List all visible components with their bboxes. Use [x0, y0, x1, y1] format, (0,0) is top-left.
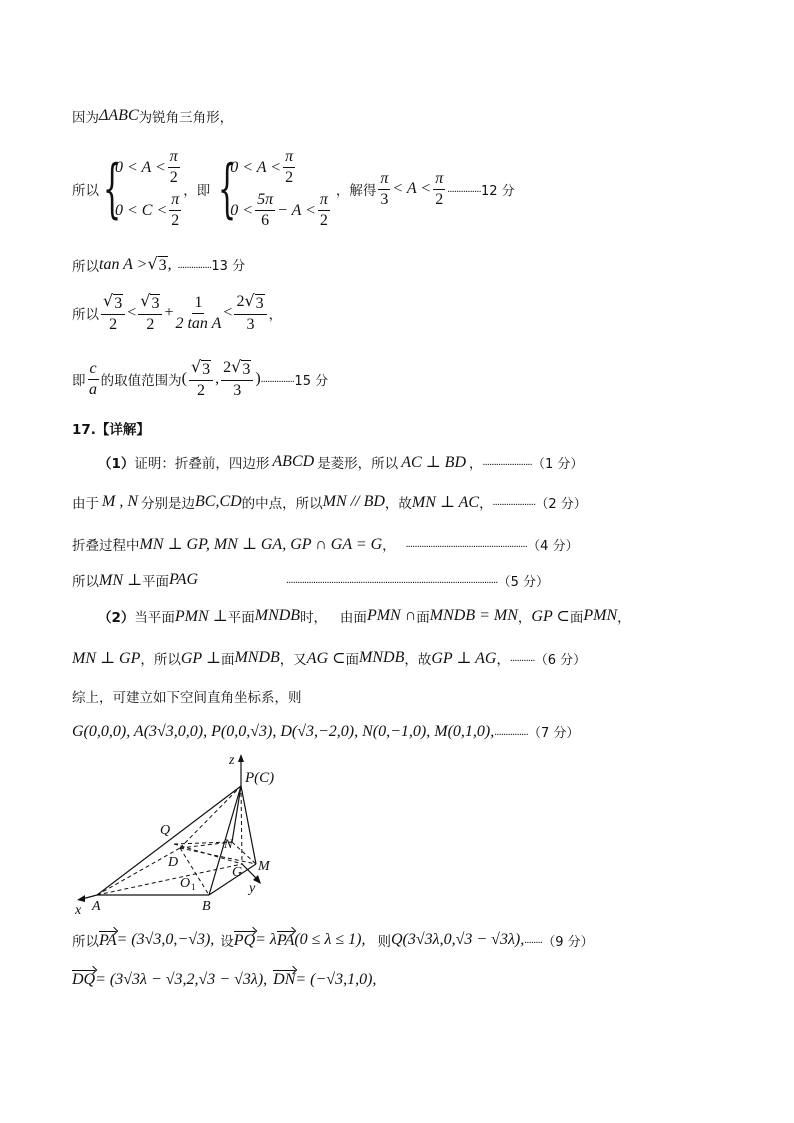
label-g: G — [232, 865, 243, 880]
num: π — [378, 170, 390, 190]
math: 0 < C < — [115, 201, 168, 219]
vector-pa: PA — [99, 931, 117, 949]
text: ， — [382, 538, 396, 554]
text: 时， 由面 — [300, 610, 367, 626]
text: ，故 — [404, 652, 432, 668]
line-p9 — [72, 930, 594, 950]
line-p7 — [72, 686, 302, 706]
score: （1 分） — [532, 456, 584, 472]
leader-dots: ............... — [260, 373, 295, 385]
label-pc: P(C) — [245, 770, 275, 786]
den: 2 — [171, 212, 180, 229]
num: π — [168, 148, 180, 168]
text: ， — [496, 652, 510, 668]
line-p2 — [72, 492, 587, 512]
num: c — [88, 360, 99, 380]
text: ，解得 — [335, 183, 377, 199]
text: 所以 — [72, 183, 99, 199]
math: 0 < — [230, 201, 254, 219]
x-arrow-icon — [77, 895, 85, 902]
score: 12 分 — [480, 183, 515, 199]
leader-dots: ................... — [492, 496, 536, 508]
den: a — [89, 380, 98, 398]
math: PMN ⊥ — [174, 608, 228, 625]
radicand: 3 — [158, 257, 167, 274]
dash-pg — [241, 786, 242, 864]
brace-icon: { — [102, 152, 122, 226]
line-p1 — [98, 452, 583, 472]
math: GP ⊥ AG — [431, 650, 497, 667]
section-17-heading — [72, 418, 150, 438]
coef: 2 — [236, 293, 245, 310]
label-q: Q — [160, 823, 171, 838]
den: 2 tan A — [175, 314, 222, 332]
label-o1: O — [180, 876, 191, 891]
label-o1-sub: 1 — [191, 882, 196, 892]
label-a: A — [92, 899, 101, 914]
text: 面 — [569, 610, 584, 626]
num: π — [283, 148, 295, 168]
label-b: B — [202, 899, 211, 914]
math: MNDB = MN — [429, 607, 518, 624]
label: （1） — [98, 456, 135, 472]
score: （7 分） — [528, 726, 580, 741]
line-p10 — [72, 970, 376, 989]
dash-dm — [180, 848, 256, 864]
paren: ) — [255, 370, 261, 387]
math: = (3√3,0,−√3), — [116, 931, 215, 948]
text: 平面 — [142, 574, 170, 590]
text: ， — [479, 496, 493, 512]
math: Q(3√3λ,0,√3 − √3λ), — [391, 931, 525, 948]
line-p3 — [72, 534, 579, 554]
text: ，故 — [384, 496, 412, 512]
label-d: D — [168, 855, 179, 870]
den: 2 — [319, 212, 328, 229]
radicand: 3 — [242, 361, 251, 378]
text: 则 — [377, 934, 391, 950]
coef: 2 — [223, 359, 232, 376]
text: 为锐角三角形， — [138, 110, 234, 126]
leader-dots: ...................... — [482, 456, 533, 468]
math: GP ⊥ — [180, 650, 221, 667]
label-z: z — [229, 753, 235, 768]
math: AC ⊥ BD — [401, 454, 467, 471]
text: 面 — [220, 652, 235, 668]
label-y: y — [249, 881, 256, 896]
label: （2） — [98, 610, 135, 626]
math-abc: ΔABC — [99, 107, 139, 124]
score: （2 分） — [535, 496, 587, 512]
leader-dots: ............... — [447, 183, 481, 195]
radicand: 3 — [114, 295, 123, 312]
score: 13 分 — [211, 259, 246, 274]
math: < — [223, 304, 233, 321]
den: 3 — [380, 190, 389, 208]
math: = λ — [255, 931, 277, 948]
text: 所以 — [72, 934, 99, 950]
line-tan — [72, 254, 245, 275]
text: 即 — [72, 373, 86, 389]
num: π — [433, 170, 445, 190]
label-n: N — [224, 836, 233, 851]
sqrt: √ 3 — [147, 254, 167, 274]
math: MNDB — [234, 649, 280, 666]
text: 因为 — [72, 110, 99, 126]
text: , — [215, 370, 220, 387]
math: PMN ∩ — [366, 607, 417, 624]
text: 的中点，所以 — [241, 496, 323, 512]
system-1 — [99, 148, 183, 230]
den: 6 — [261, 212, 270, 229]
math: MN // BD — [322, 493, 385, 510]
line-p8-coords — [72, 722, 579, 741]
text: 由于 — [72, 496, 99, 512]
score: （9 分） — [542, 934, 594, 950]
leader-dots: ...................................................... — [405, 538, 528, 550]
math: PAG — [169, 571, 199, 588]
den: 2 — [146, 316, 155, 333]
math: ABCD — [272, 453, 315, 470]
vector-pq: PQ — [233, 931, 256, 949]
math: = (3√3λ − √3,2,√3 − √3λ), — [95, 970, 268, 988]
den: 2 — [435, 190, 444, 208]
z-arrow-icon — [238, 754, 244, 762]
math: MN ⊥ — [99, 572, 143, 589]
brace-icon: { — [218, 152, 237, 226]
system-2 — [214, 148, 332, 230]
text: 所以 — [72, 307, 99, 323]
num: π — [318, 191, 330, 211]
line-p6 — [72, 648, 586, 668]
math: GP ⊂ — [531, 608, 570, 625]
math: MN ⊥ GP, MN ⊥ GA, GP ∩ GA = G — [139, 536, 383, 553]
leader-dots: ............... — [494, 725, 528, 738]
text: ，又 — [279, 652, 307, 668]
text: , — [167, 255, 172, 273]
math: G(0,0,0), A(3√3,0,0), P(0,0,√3), D(√3,−2,0), N(0,−1,0), M(0,1,0), — [72, 722, 495, 740]
text: 平面 — [227, 610, 255, 626]
paren: ( — [181, 370, 187, 387]
math: = (−√3,1,0), — [295, 970, 377, 988]
line-p5 — [98, 606, 631, 626]
den: 3 — [246, 316, 255, 333]
den: 2 — [197, 382, 206, 399]
math: BC,CD — [195, 493, 242, 510]
text: ， — [469, 456, 483, 472]
geometry-figure — [72, 752, 302, 918]
vector-dq: DQ — [72, 971, 96, 988]
math: MNDB — [359, 649, 405, 666]
text: 是菱形，所以 — [317, 456, 399, 472]
den: 2 — [109, 316, 118, 333]
math: (0 ≤ λ ≤ 1), — [294, 931, 366, 948]
text: ，即 — [183, 183, 211, 199]
text: 综上，可建立如下空间直角坐标系，则 — [72, 690, 302, 706]
text: ， — [617, 610, 631, 626]
score: （6 分） — [534, 652, 587, 668]
radicand: 3 — [202, 361, 211, 378]
heading: 17.【详解】 — [72, 422, 150, 438]
radicand: 3 — [151, 295, 160, 312]
num: π — [169, 191, 181, 211]
leader-dots: ........... — [509, 652, 535, 664]
num: 5π — [255, 191, 275, 211]
math: < A < — [392, 180, 432, 197]
leader-dots: ........ — [524, 934, 543, 946]
edge-pa — [97, 786, 241, 895]
radicand: 3 — [255, 295, 264, 312]
text: 分别是边 — [141, 496, 195, 512]
text: ，所以 — [140, 652, 181, 668]
line-system — [72, 148, 515, 230]
text: 面 — [416, 610, 430, 626]
math: MN ⊥ AC — [411, 494, 480, 511]
line-ratio-range: 即 $\frac{c}{a}$ 的取值范围为 ( √ 3 2 , 2 √ 3 3 ) ............... 15 分 — [72, 357, 329, 399]
line-acute-triangle — [72, 106, 233, 126]
den: 2 — [285, 169, 294, 186]
math: AG ⊂ — [306, 650, 346, 667]
math: 0 < A < — [115, 158, 166, 176]
math: tan A > — [99, 255, 148, 273]
math: MN ⊥ GP — [72, 650, 141, 667]
score: （4 分） — [527, 538, 579, 554]
text: 证明：折叠前，四边形 — [134, 456, 270, 472]
text: 所以 — [72, 574, 99, 590]
line-range: 所以 √ 3 2 < √ 3 2 + $\frac{1}{\text{2 tan A}}$ < 2 √ 3 3 ， — [72, 291, 283, 333]
label-x: x — [75, 903, 82, 918]
score: 15 分 — [294, 373, 329, 389]
leader-dots: .............................................................................................. — [286, 574, 498, 586]
vector-dn: DN — [273, 971, 296, 988]
vector-pa: PA — [276, 931, 295, 949]
den: 2 — [169, 169, 178, 186]
math: M , N — [102, 493, 138, 510]
text: ， — [517, 610, 532, 626]
leader-dots: ............... — [177, 258, 212, 271]
math: 0 < A < — [230, 158, 282, 176]
line-p4 — [72, 570, 549, 590]
text: 所以 — [72, 258, 99, 275]
text: 设 — [220, 934, 234, 950]
math: − A < — [277, 201, 316, 219]
math: + — [164, 304, 174, 321]
text: ， — [268, 307, 283, 323]
text: 当平面 — [134, 610, 175, 626]
text: 折叠过程中 — [72, 538, 140, 554]
text: 的取值范围为 — [100, 373, 182, 389]
math: PMN — [583, 607, 618, 624]
math: < — [127, 304, 137, 321]
label-m: M — [258, 859, 270, 874]
num: 1 — [192, 294, 204, 314]
den: 3 — [233, 382, 242, 399]
text: 面 — [345, 652, 360, 668]
score: （5 分） — [497, 574, 549, 590]
math: MNDB — [254, 607, 301, 624]
